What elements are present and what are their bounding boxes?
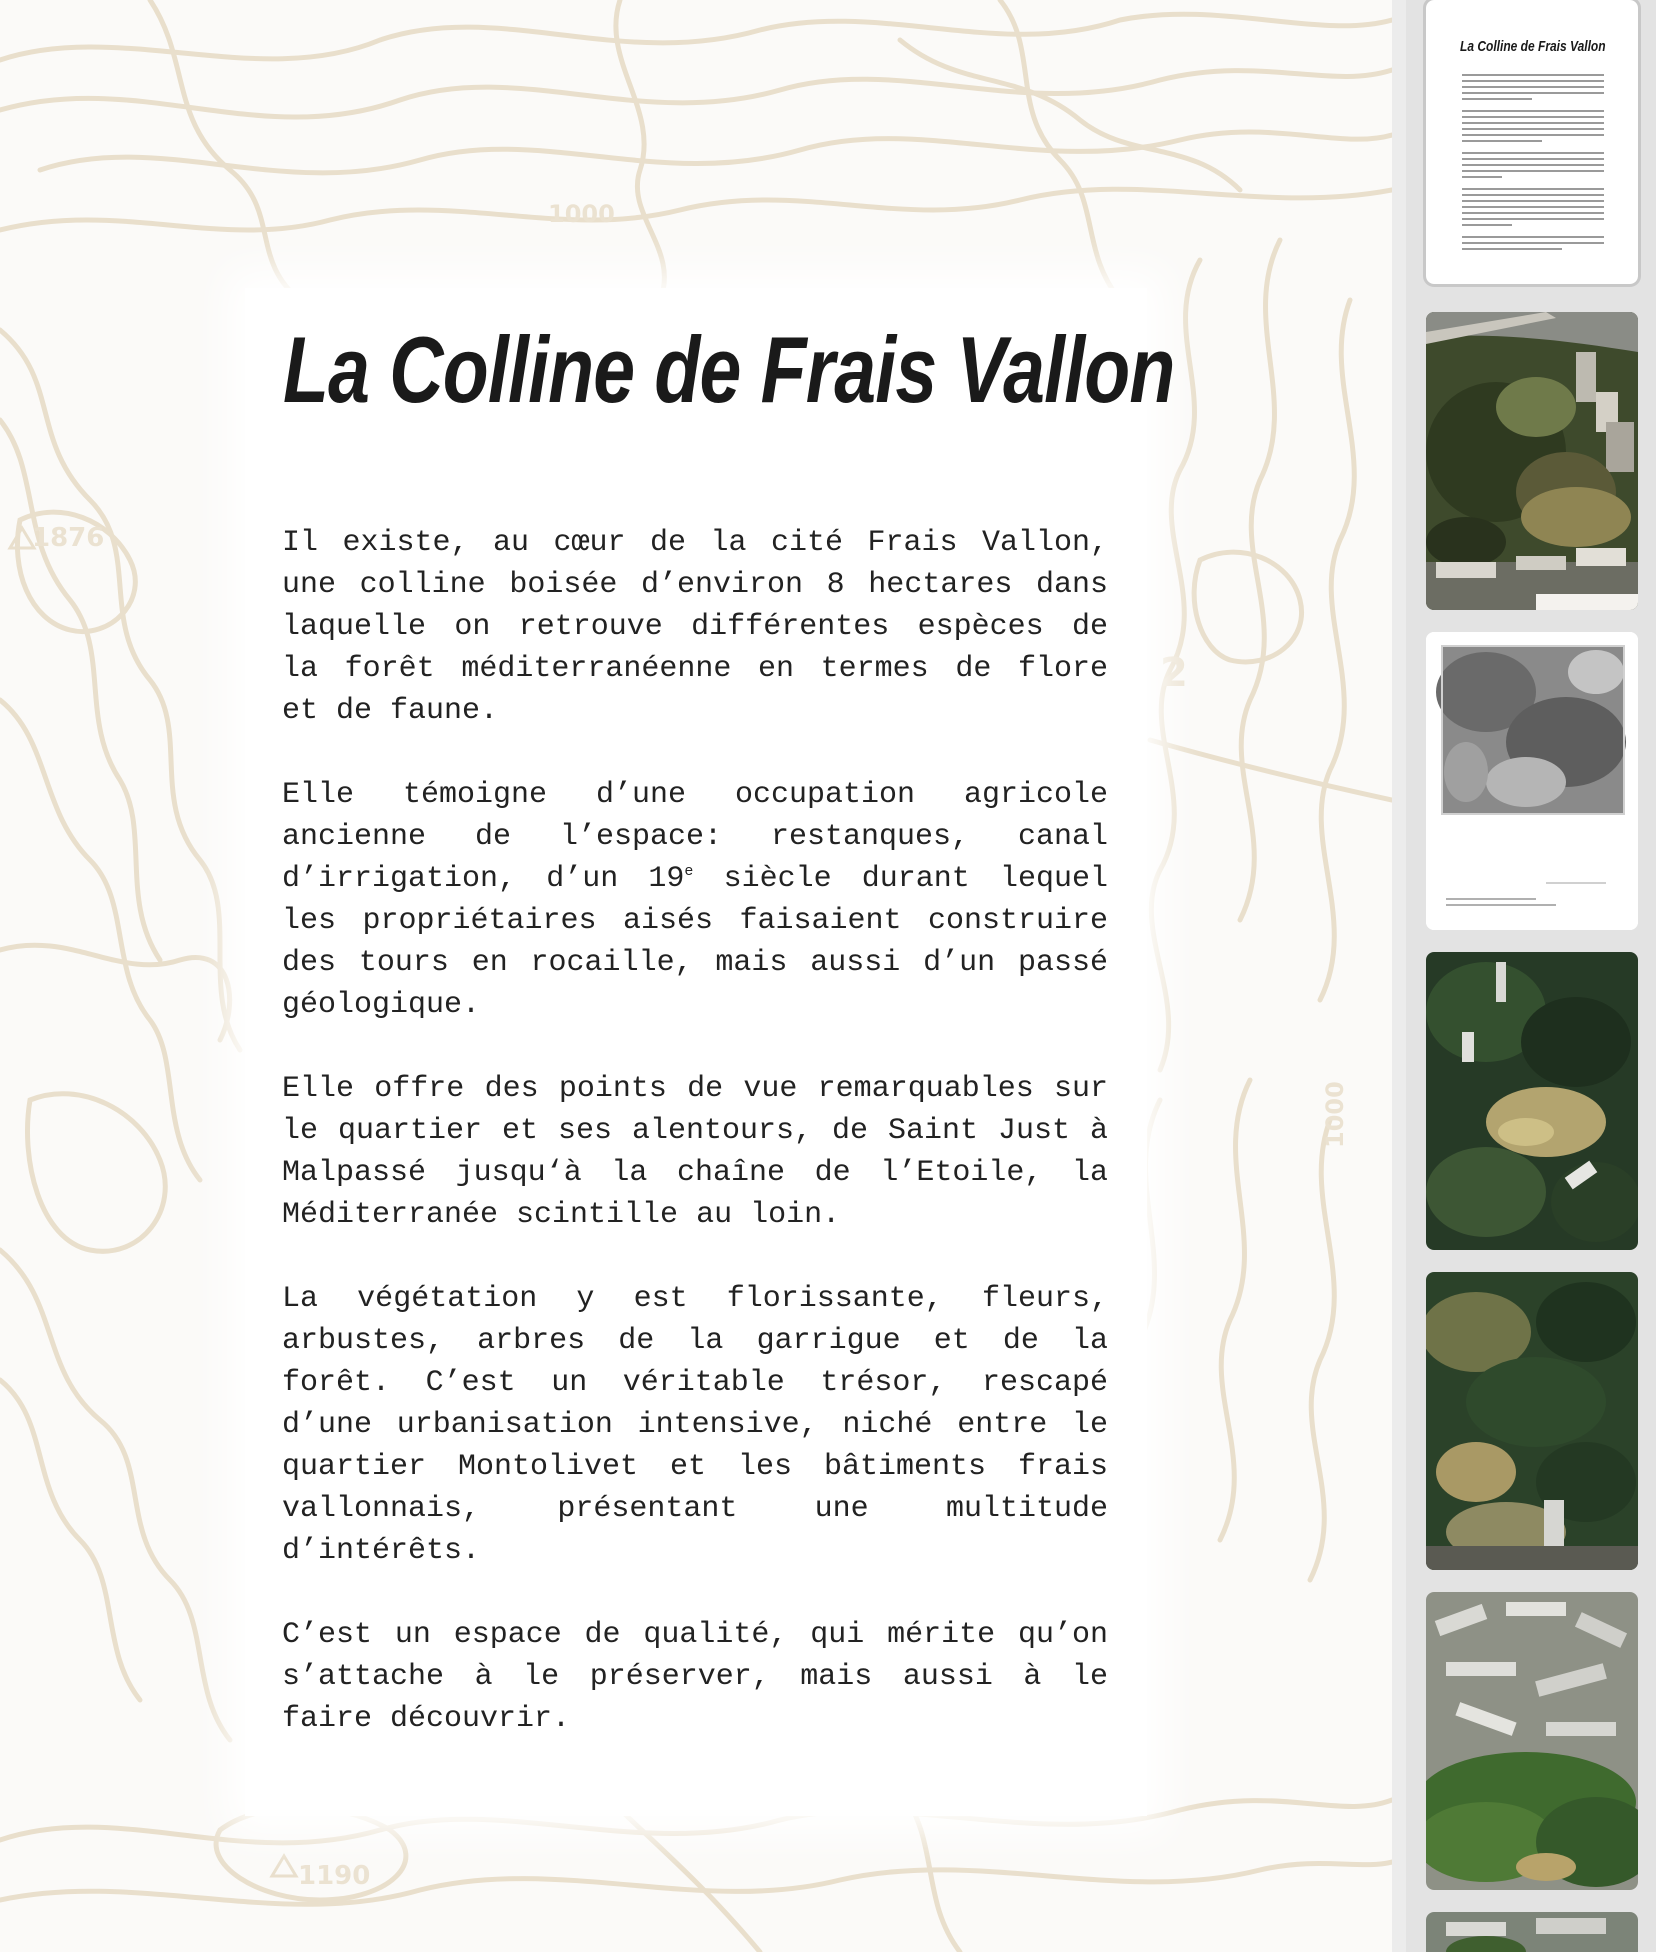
thumbnail-text-line xyxy=(1462,194,1604,196)
paragraph-2-superscript: e xyxy=(684,863,694,880)
page-thumbnail-4[interactable] xyxy=(1426,952,1638,1250)
thumbnail-text-line xyxy=(1462,86,1604,88)
contour-label-2: 2 xyxy=(1160,650,1188,696)
aerial-photo-thumbnail xyxy=(1426,312,1638,610)
aerial-photo-thumbnail xyxy=(1426,1912,1638,1952)
thumbnail-text-line xyxy=(1462,116,1604,118)
paragraph-3: Elle offre des points de vue remarquables sur le quartier et ses alentours, de Saint Just à Malpassé jusqu‘à la chaîne de l’Etoile, la Méditerranée scintille au loin. xyxy=(282,1072,1108,1232)
thumbnail-text-line xyxy=(1462,140,1542,142)
paragraph-5: C’est un espace de qualité, qui mérite qu’on s’attache à le préserver, mais aussi à le faire découvrir. xyxy=(282,1618,1108,1736)
page-title: La Colline de Frais Vallon xyxy=(283,317,1175,422)
thumbnail-text-line xyxy=(1462,128,1604,130)
thumbnail-text-line xyxy=(1462,188,1604,190)
paragraph-2-part-1: Elle témoigne d’une occupation agricole ancienne de l’espace: restanques, canal d’irrigation, d’un 19 xyxy=(282,778,1108,896)
aerial-photo-thumbnail xyxy=(1426,952,1638,1250)
page-thumbnail-1[interactable] xyxy=(1426,0,1638,284)
thumbnail-text-line xyxy=(1462,206,1604,208)
map-page-thumbnail xyxy=(1426,632,1638,930)
elevation-label-1876: 1876 xyxy=(32,523,105,553)
paragraph-2-part-2: siècle durant lequel les propriétaires aisés faisaient construire des tours en rocaille, mais aussi d’un passé géologique. xyxy=(282,862,1108,1022)
elevation-label-1000-right: 1000 xyxy=(1321,1081,1349,1148)
thumbnail-text-line xyxy=(1462,242,1604,244)
thumbnail-text-line xyxy=(1462,152,1604,154)
sidebar-divider xyxy=(1392,0,1406,1952)
page-thumbnail-7[interactable] xyxy=(1426,1912,1638,1952)
thumbnail-text-line xyxy=(1462,200,1604,202)
thumbnail-text-line xyxy=(1462,248,1562,250)
thumbnail-mini-title: La Colline de Frais Vallon xyxy=(1460,38,1606,55)
thumbnail-text-line xyxy=(1462,224,1512,226)
page-thumbnail-3[interactable] xyxy=(1426,632,1638,930)
thumbnail-text-line xyxy=(1462,212,1604,214)
paragraph-2 xyxy=(282,774,1108,1026)
thumbnail-text-line xyxy=(1462,122,1604,124)
thumbnail-text-line xyxy=(1462,80,1604,82)
elevation-label-1000-top: 1000 xyxy=(548,200,615,228)
thumbnail-text-line xyxy=(1462,74,1604,76)
page-thumbnail-2[interactable] xyxy=(1426,312,1638,610)
thumbnail-text-line xyxy=(1462,236,1604,238)
thumbnail-text-line xyxy=(1462,170,1604,172)
thumbnail-text-line xyxy=(1462,110,1604,112)
paragraph-1: Il existe, au cœur de la cité Frais Vallon, une colline boisée d’environ 8 hectares dans laquelle on retrouve différentes espèces de la forêt méditerranéenne en termes de flore et de faune. xyxy=(282,526,1108,728)
document-body xyxy=(282,522,1108,1782)
thumbnail-text-line xyxy=(1462,134,1604,136)
page-thumbnail-6[interactable] xyxy=(1426,1592,1638,1890)
thumbnail-text-line xyxy=(1462,92,1604,94)
aerial-photo-thumbnail xyxy=(1426,1592,1638,1890)
elevation-label-1190: 1190 xyxy=(298,1861,371,1891)
thumbnail-text-line xyxy=(1462,164,1604,166)
page-thumbnail-5[interactable] xyxy=(1426,1272,1638,1570)
thumbnail-text-line xyxy=(1462,98,1532,100)
thumbnail-text-line xyxy=(1462,158,1604,160)
paragraph-4: La végétation y est florissante, fleurs, arbustes, arbres de la garrigue et de la forêt. C’est un véritable trésor, rescapé d’une urbanisation intensive, niché entre le quartier Montolivet et les bâtiments frais vallonnais, présentant une multitude d’intérêts. xyxy=(282,1282,1108,1568)
aerial-photo-thumbnail xyxy=(1426,1272,1638,1570)
thumbnail-text-line xyxy=(1462,176,1502,178)
thumbnail-text-line xyxy=(1462,218,1604,220)
